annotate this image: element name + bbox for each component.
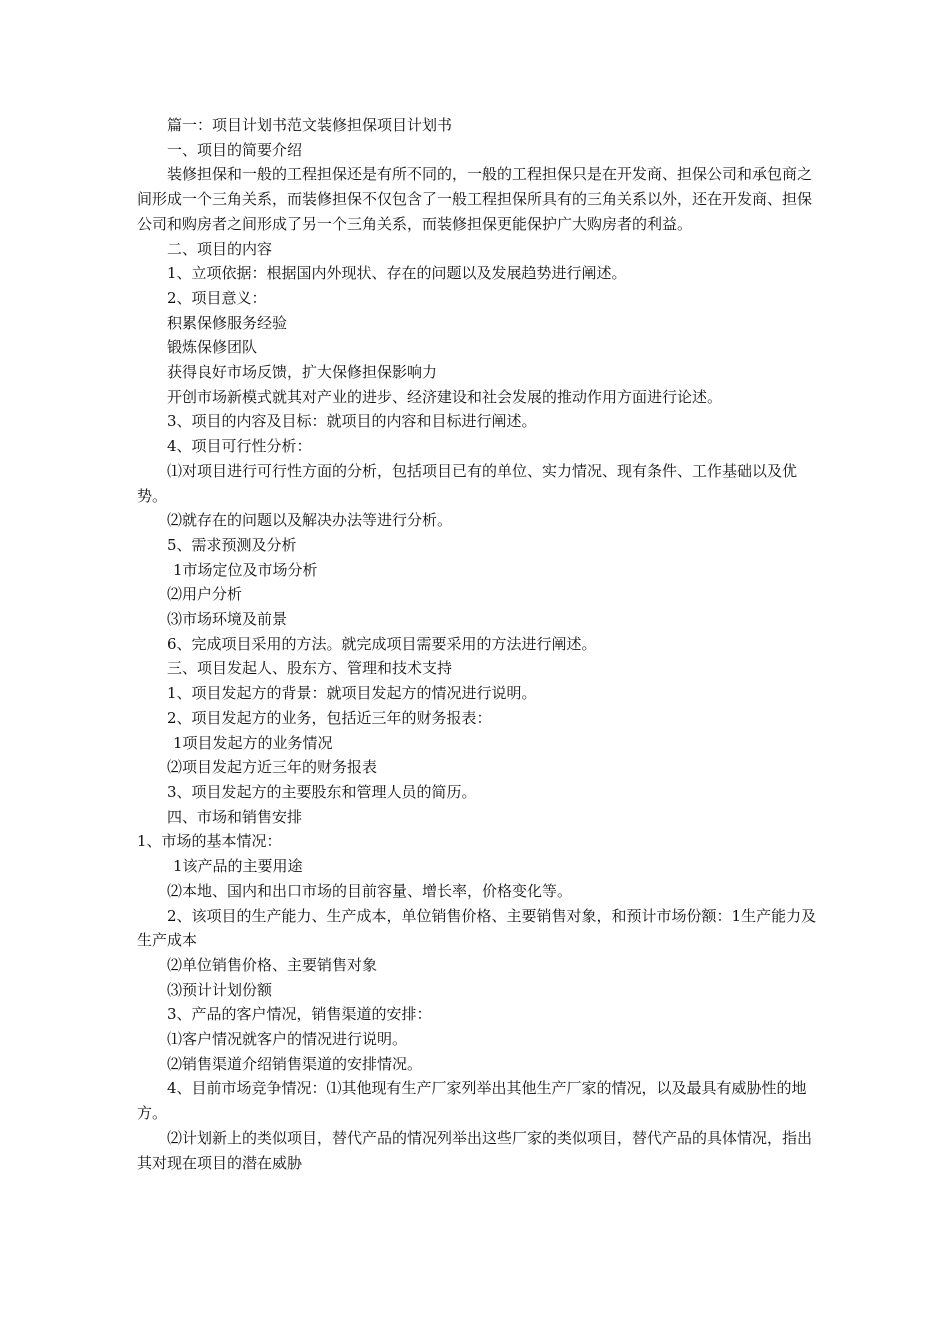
paragraph: 2、该项目的生产能力、生产成本，单位销售价格、主要销售对象，和预计市场份额：1生产能力及生产成本	[137, 906, 817, 950]
list-item: ⑵项目发起方近三年的财务报表	[167, 758, 378, 777]
paragraph: ⑵就存在的问题以及解决办法等进行分析。	[167, 511, 453, 530]
section-heading: 四、市场和销售安排	[167, 807, 303, 826]
paragraph: 5、需求预测及分析	[167, 535, 297, 554]
list-item: ⑶市场环境及前景	[167, 610, 288, 629]
list-item: 开创市场新模式就其对产业的进步、经济建设和社会发展的推动作用方面进行论述。	[167, 387, 723, 406]
paragraph: 4、目前市场竞争情况：⑴其他现有生产厂家列举出其他生产厂家的情况，以及最具有威胁性的地方。	[137, 1079, 807, 1123]
paragraph: 1、项目发起方的背景：就项目发起方的情况进行说明。	[167, 684, 537, 703]
section-heading: 二、项目的内容	[167, 239, 273, 258]
list-item: ⑵单位销售价格、主要销售对象	[167, 955, 378, 974]
paragraph: ⑵计划新上的类似项目，替代产品的情况列举出这些厂家的类似项目，替代产品的具体情况，指出其对现在项目的潜在威胁	[137, 1128, 813, 1172]
paragraph: 1、市场的基本情况：	[137, 832, 282, 851]
list-item: 1市场定位及市场分析	[173, 560, 318, 579]
list-item: 1项目发起方的业务情况	[173, 733, 333, 752]
document-title: 篇一：项目计划书范文装修担保项目计划书	[167, 116, 453, 134]
document-body	[137, 113, 821, 1175]
paragraph: 4、项目可行性分析：	[167, 437, 312, 456]
paragraph: 装修担保和一般的工程担保还是有所不同的，一般的工程担保只是在开发商、担保公司和承包商之间形成一个三角关系，而装修担保不仅包含了一般工程担保所具有的三角关系以外，还在开发商、担保公司和购房者之间形成了另一个三角关系，而装修担保更能保护广大购房者的利益。	[137, 165, 813, 233]
list-item: ⑵销售渠道介绍销售渠道的安排情况。	[167, 1054, 423, 1073]
paragraph: 3、项目发起方的主要股东和管理人员的简历。	[167, 782, 477, 801]
list-item: ⑴客户情况就客户的情况进行说明。	[167, 1030, 408, 1049]
paragraph: 1、立项依据：根据国内外现状、存在的问题以及发展趋势进行阐述。	[167, 264, 627, 283]
paragraph: 6、完成项目采用的方法。就完成项目需要采用的方法进行阐述。	[167, 634, 597, 653]
paragraph: ⑴对项目进行可行性方面的分析，包括项目已有的单位、实力情况、现有条件、工作基础以及优势。	[137, 461, 798, 505]
section-heading: 三、项目发起人、股东方、管理和技术支持	[167, 659, 453, 678]
list-item: ⑶预计计划份额	[167, 980, 273, 999]
list-item: ⑵用户分析	[167, 585, 243, 604]
list-item: 锻炼保修团队	[167, 338, 258, 357]
list-item: 1该产品的主要用途	[173, 857, 303, 876]
section-heading: 一、项目的简要介绍	[167, 140, 303, 159]
paragraph: 2、项目意义：	[167, 288, 267, 307]
paragraph: 2、项目发起方的业务，包括近三年的财务报表：	[167, 708, 492, 727]
list-item: ⑵本地、国内和出口市场的目前容量、增长率，价格变化等。	[167, 881, 573, 900]
list-item: 积累保修服务经验	[167, 313, 288, 332]
paragraph: 3、产品的客户情况，销售渠道的安排：	[167, 1005, 432, 1024]
paragraph: 3、项目的内容及目标：就项目的内容和目标进行阐述。	[167, 412, 537, 431]
list-item: 获得良好市场反馈，扩大保修担保影响力	[167, 363, 438, 382]
